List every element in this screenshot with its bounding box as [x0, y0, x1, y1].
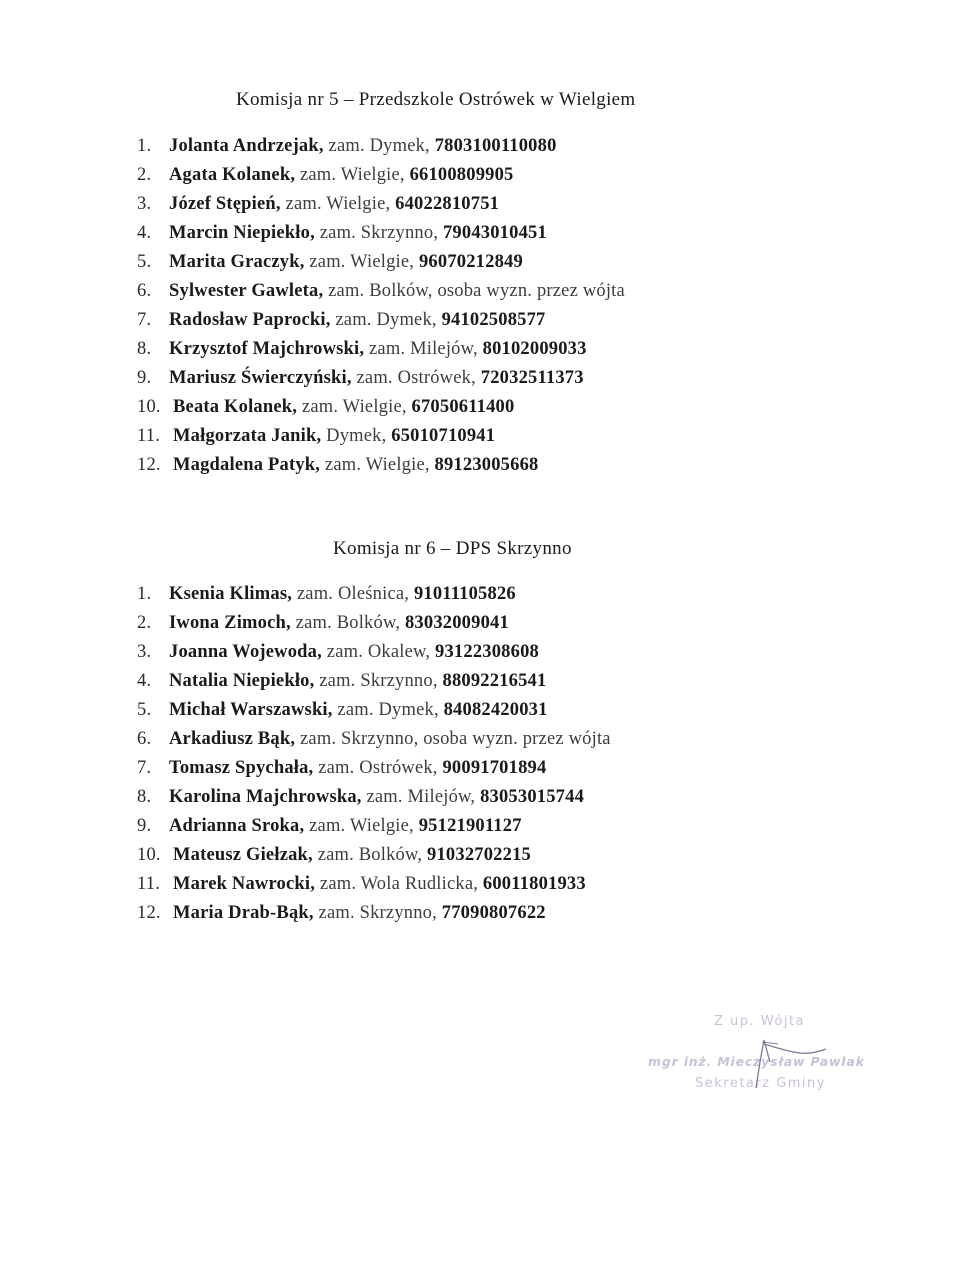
- member-address: zam. Bolków, osoba wyzn. przez wójta: [323, 281, 625, 301]
- item-number: 5.: [137, 700, 152, 720]
- member-item: [137, 190, 625, 219]
- member-item: [137, 422, 625, 451]
- member-item: [137, 277, 625, 306]
- item-number: 7.: [137, 310, 152, 330]
- member-id: 65010710941: [391, 426, 496, 446]
- member-item: [137, 725, 611, 754]
- item-number: 1.: [137, 136, 152, 156]
- item-number: 10.: [137, 397, 161, 417]
- item-number: 10.: [137, 845, 161, 865]
- member-address: zam. Dymek,: [332, 700, 444, 720]
- item-number: 2.: [137, 165, 152, 185]
- member-id: 96070212849: [418, 252, 523, 272]
- commission-5-heading: Komisja nr 5 – Przedszkole Ostrówek w Wielgiem: [236, 89, 636, 110]
- member-name: Arkadiusz Bąk,: [169, 729, 296, 749]
- member-id: 95121901127: [418, 816, 522, 836]
- member-item: [137, 870, 611, 899]
- member-name: Sylwester Gawleta,: [169, 281, 324, 301]
- member-name: Ksenia Klimas,: [169, 584, 293, 604]
- member-name: Tomasz Spychała,: [169, 758, 314, 778]
- item-number: 6.: [137, 729, 152, 749]
- member-name: Jolanta Andrzejak,: [169, 136, 324, 156]
- member-name: Michał Warszawski,: [169, 700, 333, 720]
- item-number: 1.: [137, 584, 152, 604]
- member-item: [137, 393, 625, 422]
- member-name: Marek Nawrocki,: [173, 874, 316, 894]
- member-name: Karolina Majchrowska,: [169, 787, 362, 807]
- member-name: Beata Kolanek,: [173, 397, 298, 417]
- member-address: zam. Bolków,: [312, 845, 428, 865]
- member-id: 7803100110080: [434, 136, 557, 156]
- member-name: Agata Kolanek,: [169, 165, 296, 185]
- item-number: 8.: [137, 787, 152, 807]
- member-item: [137, 580, 611, 609]
- member-name: Radosław Paprocki,: [169, 310, 331, 330]
- member-name: Magdalena Patyk,: [173, 455, 321, 475]
- member-id: 79043010451: [442, 223, 547, 243]
- member-name: Małgorzata Janik,: [173, 426, 322, 446]
- member-address: zam. Wola Rudlicka,: [315, 874, 483, 894]
- item-number: 12.: [137, 903, 161, 923]
- signature-stamp: [648, 1010, 888, 1120]
- member-id: 83032009041: [404, 613, 509, 633]
- member-item: [137, 609, 611, 638]
- item-number: 8.: [137, 339, 152, 359]
- handwritten-signature-icon: [708, 1022, 868, 1092]
- member-address: zam. Wielgie,: [280, 194, 396, 214]
- member-address: zam. Wielgie,: [304, 816, 419, 836]
- member-name: Mariusz Świerczyński,: [169, 368, 352, 388]
- commission-5-member-list: [137, 132, 625, 480]
- member-name: Natalia Niepiekło,: [169, 671, 315, 691]
- member-id: 94102508577: [441, 310, 546, 330]
- member-address: zam. Milejów,: [361, 787, 481, 807]
- member-address: zam. Wielgie,: [304, 252, 419, 272]
- member-name: Marita Graczyk,: [169, 252, 305, 272]
- item-number: 11.: [137, 874, 161, 894]
- item-number: 5.: [137, 252, 152, 272]
- member-item: [137, 451, 625, 480]
- member-item: [137, 696, 611, 725]
- item-number: 3.: [137, 194, 152, 214]
- member-name: Adrianna Sroka,: [169, 816, 305, 836]
- member-item: [137, 638, 611, 667]
- item-number: 4.: [137, 671, 152, 691]
- member-id: 88092216541: [442, 671, 547, 691]
- member-item: [137, 219, 625, 248]
- member-item: [137, 783, 611, 812]
- member-item: [137, 248, 625, 277]
- member-address: zam. Wielgie,: [297, 397, 412, 417]
- member-address: zam. Dymek,: [330, 310, 442, 330]
- member-item: [137, 132, 625, 161]
- member-id: 83053015744: [480, 787, 585, 807]
- member-name: Marcin Niepiekło,: [169, 223, 315, 243]
- item-number: 6.: [137, 281, 152, 301]
- member-item: [137, 364, 625, 393]
- member-item: [137, 754, 611, 783]
- member-id: 67050611400: [411, 397, 515, 417]
- member-address: zam. Skrzynno,: [314, 223, 443, 243]
- member-address: zam. Milejów,: [364, 339, 483, 359]
- member-address: zam. Skrzynno,: [313, 903, 442, 923]
- member-address: zam. Skrzynno,: [314, 671, 443, 691]
- member-id: 89123005668: [434, 455, 539, 475]
- item-number: 11.: [137, 426, 161, 446]
- member-id: 90091701894: [442, 758, 547, 778]
- member-item: [137, 161, 625, 190]
- member-item: [137, 812, 611, 841]
- member-id: 80102009033: [482, 339, 587, 359]
- stamp-line-3: Sekretarz Gminy: [695, 1076, 826, 1091]
- commission-6-member-list: [137, 580, 611, 928]
- member-address: zam. Bolków,: [290, 613, 405, 633]
- member-address: zam. Oleśnica,: [292, 584, 414, 604]
- member-name: Joanna Wojewoda,: [169, 642, 322, 662]
- member-address: zam. Okalew,: [321, 642, 436, 662]
- member-name: Iwona Zimoch,: [169, 613, 291, 633]
- member-address: zam. Wielgie,: [320, 455, 435, 475]
- item-number: 4.: [137, 223, 152, 243]
- member-address: zam. Wielgie,: [295, 165, 410, 185]
- member-id: 66100809905: [409, 165, 514, 185]
- member-id: 91011105826: [413, 584, 516, 604]
- item-number: 3.: [137, 642, 152, 662]
- member-name: Maria Drab-Bąk,: [173, 903, 314, 923]
- member-id: 64022810751: [395, 194, 500, 214]
- member-item: [137, 841, 611, 870]
- member-id: 60011801933: [482, 874, 586, 894]
- item-number: 9.: [137, 368, 152, 388]
- member-id: 93122308608: [435, 642, 539, 662]
- member-item: [137, 899, 611, 928]
- member-address: zam. Ostrówek,: [351, 368, 481, 388]
- member-address: zam. Ostrówek,: [313, 758, 443, 778]
- item-number: 2.: [137, 613, 152, 633]
- stamp-line-2: mgr inż. Mieczysław Pawlak: [648, 1054, 865, 1069]
- member-id: 72032511373: [480, 368, 584, 388]
- stamp-line-1: Z up. Wójta: [714, 1014, 806, 1029]
- member-id: 77090807622: [441, 903, 546, 923]
- member-id: 84082420031: [443, 700, 548, 720]
- member-name: Mateusz Giełzak,: [173, 845, 313, 865]
- commission-6-heading: Komisja nr 6 – DPS Skrzynno: [333, 538, 572, 559]
- member-id: 91032702215: [427, 845, 531, 865]
- member-name: Józef Stępień,: [169, 194, 281, 214]
- item-number: 12.: [137, 455, 161, 475]
- member-address: Dymek,: [321, 426, 392, 446]
- member-address: zam. Dymek,: [323, 136, 435, 156]
- member-name: Krzysztof Majchrowski,: [169, 339, 365, 359]
- member-address: zam. Skrzynno, osoba wyzn. przez wójta: [295, 729, 611, 749]
- member-item: [137, 335, 625, 364]
- item-number: 9.: [137, 816, 152, 836]
- member-item: [137, 667, 611, 696]
- item-number: 7.: [137, 758, 152, 778]
- member-item: [137, 306, 625, 335]
